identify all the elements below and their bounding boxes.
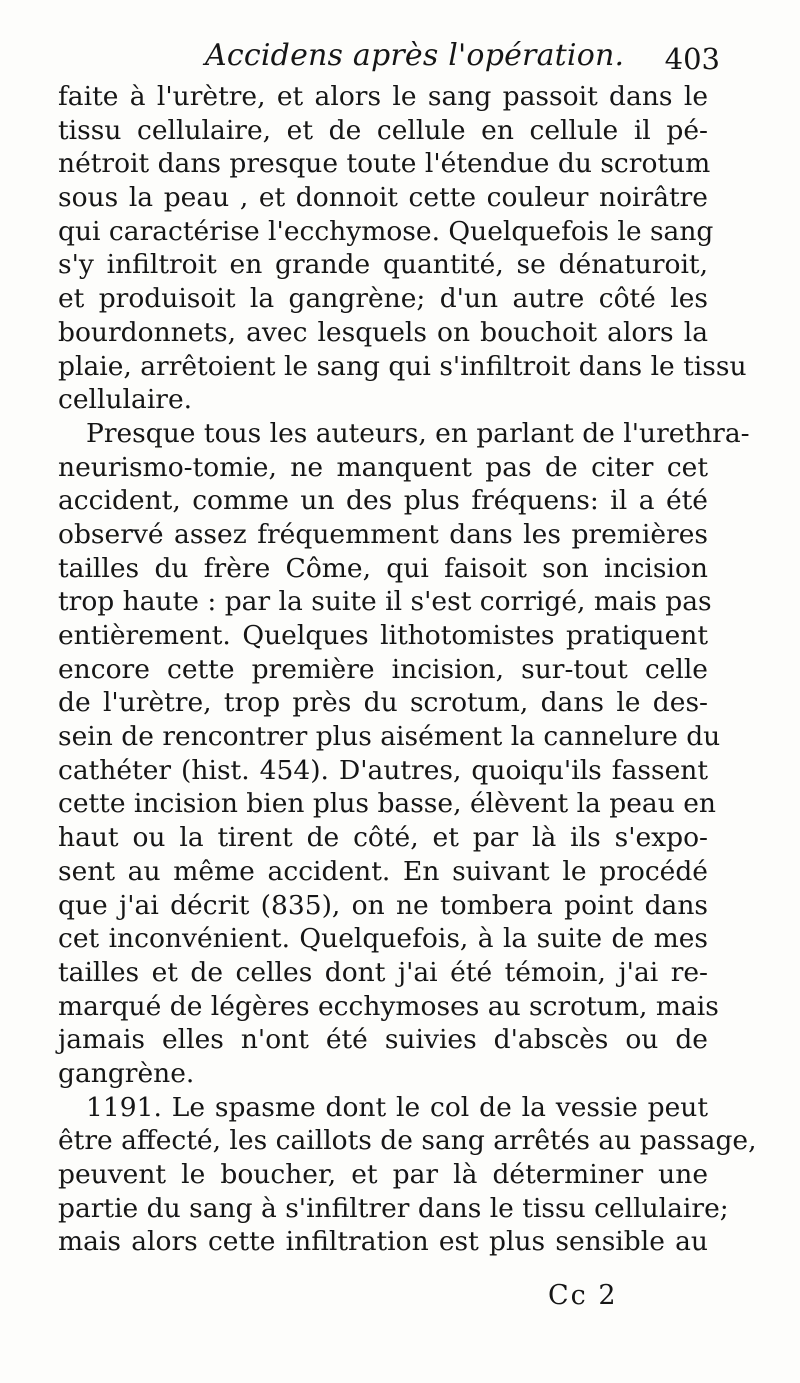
text-line: nétroit dans presque toute l'étendue du scrotum xyxy=(58,148,711,180)
text-line: de l'urètre, trop près du scrotum, dans le des- xyxy=(58,687,708,719)
text-line: et produisoit la gangrène; d'un autre côté les xyxy=(58,283,708,315)
text-line: entièrement. Quelques lithotomistes pratiquent xyxy=(58,620,708,651)
text-line: jamais elles n'ont été suivies d'abscès ou de xyxy=(58,1024,708,1056)
text-line: sein de rencontrer plus aisément la cannelure du xyxy=(58,721,721,753)
text-line: cette incision bien plus basse, élèvent la peau en xyxy=(58,788,716,820)
text-line: sent au même accident. En suivant le procédé xyxy=(58,855,708,887)
text-line: 1191. Le spasme dont le col de la vessie peut xyxy=(86,1091,708,1123)
text-line: observé assez fréquemment dans les premières xyxy=(58,518,708,550)
text-line: encore cette première incision, sur-tout celle xyxy=(58,653,708,685)
running-title: Accidens après l'opération. xyxy=(205,38,625,73)
text-line: cellulaire. xyxy=(58,384,193,416)
text-line: haut ou la tirent de côté, et par là ils s'expo- xyxy=(58,822,708,854)
text-line: que j'ai décrit (835), on ne tombera point dans xyxy=(58,889,708,921)
text-line: Presque tous les auteurs, en parlant de l'urethra- xyxy=(86,417,750,449)
text-line: plaie, arrêtoient le sang qui s'infiltroit dans le tissu xyxy=(58,350,747,382)
text-line: partie du sang à s'infiltrer dans le tissu cellulaire; xyxy=(58,1192,729,1224)
text-line: accident, comme un des plus fréquens: il a été xyxy=(58,485,708,517)
text-line: sous la peau , et donnoit cette couleur noirâtre xyxy=(58,182,708,214)
text-line: trop haute : par la suite il s'est corrigé, mais pas xyxy=(58,586,712,618)
page-number: 403 xyxy=(664,42,720,76)
text-line: tailles du frère Côme, qui faisoit son incision xyxy=(58,552,708,584)
text-line: être affecté, les caillots de sang arrêtés au passage, xyxy=(58,1125,757,1157)
text-line: faite à l'urètre, et alors le sang passoit dans le xyxy=(58,81,708,112)
text-line: tailles et de celles dont j'ai été témoin, j'ai re- xyxy=(58,956,708,988)
text-line: s'y infiltroit en grande quantité, se dénaturoit, xyxy=(58,249,708,281)
text-line: marqué de légères ecchymoses au scrotum, mais xyxy=(58,990,719,1022)
signature-mark: Cc 2 xyxy=(548,1280,618,1311)
text-line: tissu cellulaire, et de cellule en cellule il pé- xyxy=(58,114,708,146)
body-text xyxy=(58,80,757,1259)
text-line: mais alors cette infiltration est plus sensible au xyxy=(58,1226,708,1258)
text-line: qui caractérise l'ecchymose. Quelquefois le sang xyxy=(58,215,714,247)
text-line: gangrène. xyxy=(58,1057,195,1089)
text-line: cathéter (hist. 454). D'autres, quoiqu'ils fassent xyxy=(58,754,708,786)
text-line: peuvent le boucher, et par là déterminer une xyxy=(58,1159,708,1190)
text-line: neurismo-tomie, ne manquent pas de citer cet xyxy=(58,451,708,483)
text-line: bourdonnets, avec lesquels on bouchoit alors la xyxy=(58,316,708,348)
text-line: cet inconvénient. Quelquefois, à la suite de mes xyxy=(58,923,708,955)
running-head xyxy=(60,38,720,82)
